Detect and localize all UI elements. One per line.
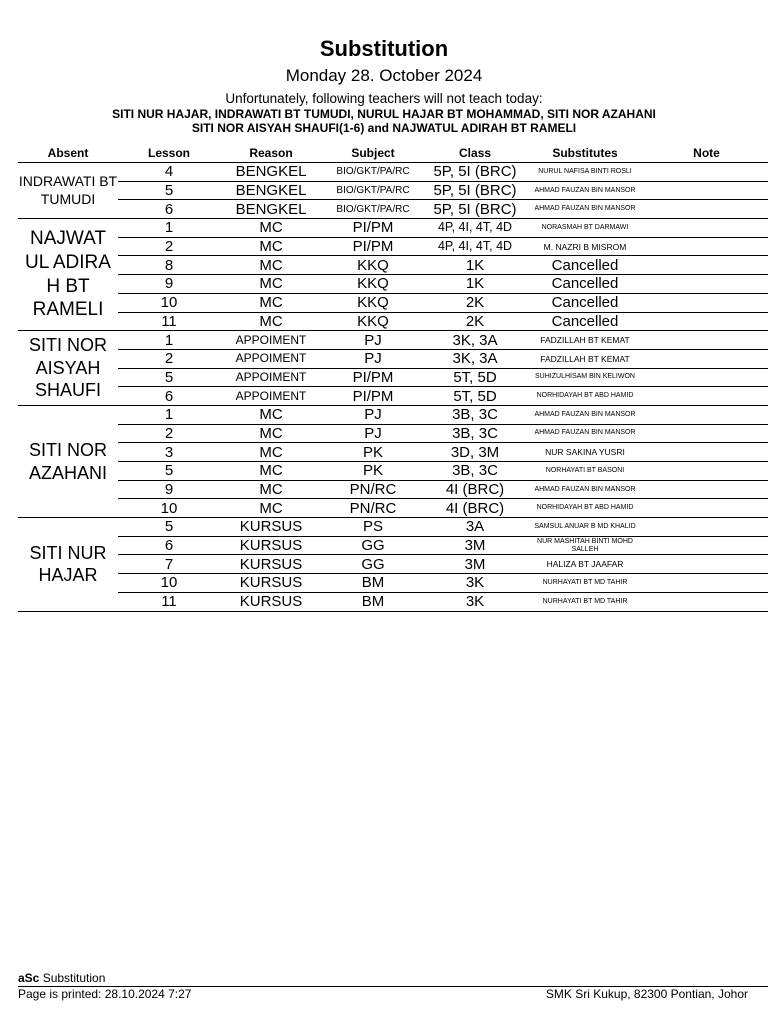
substitute-cell: FADZILLAH BT KEMAT xyxy=(526,349,644,368)
substitute-cell: NORASMAH BT DARMAWI xyxy=(526,219,644,238)
subject-cell: PI/PM xyxy=(322,387,424,406)
reason-cell: MC xyxy=(220,293,322,312)
class-cell: 3D, 3M xyxy=(424,443,526,462)
note-cell xyxy=(644,293,768,312)
subject-cell: BM xyxy=(322,574,424,593)
class-cell: 5P, 5I (BRC) xyxy=(424,181,526,200)
lesson-cell: 10 xyxy=(118,293,220,312)
substitute-cell: AHMAD FAUZAN BIN MANSOR xyxy=(526,405,644,424)
reason-cell: MC xyxy=(220,312,322,331)
reason-cell: APPOIMENT xyxy=(220,368,322,387)
note-cell xyxy=(644,592,768,611)
lesson-cell: 9 xyxy=(118,480,220,499)
reason-cell: APPOIMENT xyxy=(220,349,322,368)
table-row xyxy=(18,181,768,200)
lesson-cell: 11 xyxy=(118,592,220,611)
note-cell xyxy=(644,200,768,219)
lesson-cell: 5 xyxy=(118,518,220,537)
subject-cell: PN/RC xyxy=(322,499,424,518)
subject-cell: PJ xyxy=(322,405,424,424)
class-cell: 3B, 3C xyxy=(424,462,526,481)
substitute-cell: Cancelled xyxy=(526,275,644,294)
footer-app-brand: aSc xyxy=(18,971,40,985)
note-cell xyxy=(644,237,768,256)
column-header-substitutes: Substitutes xyxy=(526,143,644,163)
note-cell xyxy=(644,480,768,499)
note-cell xyxy=(644,405,768,424)
table-row xyxy=(18,555,768,574)
class-cell: 4I (BRC) xyxy=(424,480,526,499)
absent-teacher-cell: NAJWAT UL ADIRA H BT RAMELI xyxy=(18,219,118,331)
note-cell xyxy=(644,574,768,593)
note-cell xyxy=(644,443,768,462)
substitute-cell: NURUL NAFISA BINTI ROSLI xyxy=(526,163,644,182)
table-row xyxy=(18,387,768,406)
class-cell: 5P, 5I (BRC) xyxy=(424,163,526,182)
reason-cell: MC xyxy=(220,443,322,462)
substitute-cell: NURHAYATI BT MD TAHIR xyxy=(526,592,644,611)
lesson-cell: 1 xyxy=(118,331,220,350)
table-row xyxy=(18,368,768,387)
substitute-cell: Cancelled xyxy=(526,312,644,331)
subject-cell: PS xyxy=(322,518,424,537)
substitute-cell: SUHIZULHISAM BIN KELIWON xyxy=(526,368,644,387)
lesson-cell: 5 xyxy=(118,181,220,200)
note-cell xyxy=(644,256,768,275)
table-row xyxy=(18,256,768,275)
lesson-cell: 10 xyxy=(118,574,220,593)
class-cell: 1K xyxy=(424,275,526,294)
lesson-cell: 8 xyxy=(118,256,220,275)
substitute-cell: NUR MASHITAH BINTI MOHD SALLEH xyxy=(526,536,644,555)
reason-cell: MC xyxy=(220,462,322,481)
note-cell xyxy=(644,349,768,368)
substitute-cell: AHMAD FAUZAN BIN MANSOR xyxy=(526,424,644,443)
substitution-table xyxy=(18,143,768,612)
reason-cell: KURSUS xyxy=(220,518,322,537)
table-row xyxy=(18,480,768,499)
column-header-absent: Absent xyxy=(18,143,118,163)
subject-cell: BM xyxy=(322,592,424,611)
class-cell: 5P, 5I (BRC) xyxy=(424,200,526,219)
table-row xyxy=(18,275,768,294)
substitute-cell: M. NAZRI B MISROM xyxy=(526,237,644,256)
class-cell: 3A xyxy=(424,518,526,537)
subject-cell: GG xyxy=(322,536,424,555)
absent-teacher-cell: SITI NUR HAJAR xyxy=(18,518,118,611)
subject-cell: BIO/GKT/PA/RC xyxy=(322,163,424,182)
subject-cell: KKQ xyxy=(322,256,424,275)
footer-school-address: SMK Sri Kukup, 82300 Pontian, Johor xyxy=(545,987,748,1001)
reason-cell: MC xyxy=(220,405,322,424)
substitute-cell: SAMSUL ANUAR B MD KHALID xyxy=(526,518,644,537)
subject-cell: PN/RC xyxy=(322,480,424,499)
lesson-cell: 6 xyxy=(118,200,220,219)
page-title: Substitution xyxy=(319,36,449,61)
table-row xyxy=(18,499,768,518)
reason-cell: BENGKEL xyxy=(220,200,322,219)
lesson-cell: 2 xyxy=(118,349,220,368)
subject-cell: KKQ xyxy=(322,275,424,294)
substitute-cell: AHMAD FAUZAN BIN MANSOR xyxy=(526,480,644,499)
class-cell: 3B, 3C xyxy=(424,424,526,443)
reason-cell: MC xyxy=(220,424,322,443)
note-cell xyxy=(644,275,768,294)
absent-teachers-line: SITI NOR AISYAH SHAUFI(1-6) and NAJWATUL ADIRAH BT RAMELI xyxy=(191,121,577,135)
class-cell: 2K xyxy=(424,312,526,331)
note-cell xyxy=(644,219,768,238)
lesson-cell: 2 xyxy=(118,237,220,256)
reason-cell: KURSUS xyxy=(220,555,322,574)
class-cell: 3K, 3A xyxy=(424,349,526,368)
subject-cell: PI/PM xyxy=(322,368,424,387)
substitute-cell: NORHAYATI BT BASONI xyxy=(526,462,644,481)
table-row xyxy=(18,462,768,481)
subject-cell: KKQ xyxy=(322,312,424,331)
absent-teacher-cell: SITI NOR AZAHANI xyxy=(18,405,118,517)
column-header-reason: Reason xyxy=(220,143,322,163)
substitute-cell: FADZILLAH BT KEMAT xyxy=(526,331,644,350)
substitute-cell: NURHAYATI BT MD TAHIR xyxy=(526,574,644,593)
subject-cell: PI/PM xyxy=(322,219,424,238)
page-date: Monday 28. October 2024 xyxy=(285,66,483,85)
table-row xyxy=(18,219,768,238)
class-cell: 4P, 4I, 4T, 4D xyxy=(424,219,526,238)
substitute-cell: AHMAD FAUZAN BIN MANSOR xyxy=(526,200,644,219)
substitute-cell: HALIZA BT JAAFAR xyxy=(526,555,644,574)
table-row xyxy=(18,237,768,256)
lesson-cell: 2 xyxy=(118,424,220,443)
reason-cell: KURSUS xyxy=(220,536,322,555)
lesson-cell: 4 xyxy=(118,163,220,182)
reason-cell: BENGKEL xyxy=(220,181,322,200)
subject-cell: PK xyxy=(322,443,424,462)
lesson-cell: 10 xyxy=(118,499,220,518)
lesson-cell: 5 xyxy=(118,462,220,481)
reason-cell: APPOIMENT xyxy=(220,331,322,350)
note-cell xyxy=(644,518,768,537)
class-cell: 3K xyxy=(424,574,526,593)
subject-cell: GG xyxy=(322,555,424,574)
class-cell: 3K, 3A xyxy=(424,331,526,350)
note-cell xyxy=(644,368,768,387)
class-cell: 4I (BRC) xyxy=(424,499,526,518)
footer-printed-date: Page is printed: 28.10.2024 7:27 xyxy=(18,987,192,1001)
subject-cell: BIO/GKT/PA/RC xyxy=(322,200,424,219)
subject-cell: KKQ xyxy=(322,293,424,312)
table-row xyxy=(18,536,768,555)
lesson-cell: 5 xyxy=(118,368,220,387)
reason-cell: MC xyxy=(220,499,322,518)
subject-cell: PJ xyxy=(322,331,424,350)
subject-cell: PK xyxy=(322,462,424,481)
table-header-row xyxy=(18,143,768,163)
class-cell: 3K xyxy=(424,592,526,611)
footer-app-name xyxy=(18,971,105,985)
reason-cell: KURSUS xyxy=(220,574,322,593)
subject-cell: PJ xyxy=(322,349,424,368)
lesson-cell: 1 xyxy=(118,219,220,238)
substitute-cell: Cancelled xyxy=(526,256,644,275)
note-cell xyxy=(644,163,768,182)
lesson-cell: 11 xyxy=(118,312,220,331)
class-cell: 3M xyxy=(424,555,526,574)
subject-cell: PI/PM xyxy=(322,237,424,256)
class-cell: 5T, 5D xyxy=(424,368,526,387)
substitute-cell: Cancelled xyxy=(526,293,644,312)
subject-cell: BIO/GKT/PA/RC xyxy=(322,181,424,200)
absent-teacher-cell: INDRAWATI BT TUMUDI xyxy=(18,163,118,219)
substitute-cell: NUR SAKINA YUSRI xyxy=(526,443,644,462)
note-cell xyxy=(644,424,768,443)
class-cell: 3M xyxy=(424,536,526,555)
note-cell xyxy=(644,312,768,331)
table-row xyxy=(18,163,768,182)
substitute-cell: AHMAD FAUZAN BIN MANSOR xyxy=(526,181,644,200)
note-cell xyxy=(644,536,768,555)
absent-teachers-line: SITI NUR HAJAR, INDRAWATI BT TUMUDI, NURUL HAJAR BT MOHAMMAD, SITI NOR AZAHANI xyxy=(112,107,656,121)
reason-cell: MC xyxy=(220,275,322,294)
note-cell xyxy=(644,181,768,200)
lesson-cell: 6 xyxy=(118,387,220,406)
table-row xyxy=(18,200,768,219)
reason-cell: MC xyxy=(220,237,322,256)
table-row xyxy=(18,293,768,312)
table-row xyxy=(18,424,768,443)
note-cell xyxy=(644,555,768,574)
table-row xyxy=(18,443,768,462)
class-cell: 4P, 4I, 4T, 4D xyxy=(424,237,526,256)
column-header-note: Note xyxy=(644,143,768,163)
column-header-subject: Subject xyxy=(322,143,424,163)
class-cell: 1K xyxy=(424,256,526,275)
table-row xyxy=(18,592,768,611)
reason-cell: APPOIMENT xyxy=(220,387,322,406)
reason-cell: BENGKEL xyxy=(220,163,322,182)
lesson-cell: 3 xyxy=(118,443,220,462)
reason-cell: MC xyxy=(220,256,322,275)
table-row xyxy=(18,349,768,368)
absent-teacher-cell: SITI NOR AISYAH SHAUFI xyxy=(18,331,118,406)
class-cell: 5T, 5D xyxy=(424,387,526,406)
column-header-lesson: Lesson xyxy=(118,143,220,163)
substitute-cell: NORHIDAYAH BT ABD HAMID xyxy=(526,387,644,406)
reason-cell: MC xyxy=(220,219,322,238)
note-cell xyxy=(644,387,768,406)
reason-cell: MC xyxy=(220,480,322,499)
table-row xyxy=(18,518,768,537)
lesson-cell: 7 xyxy=(118,555,220,574)
table-row xyxy=(18,331,768,350)
table-row xyxy=(18,312,768,331)
note-cell xyxy=(644,499,768,518)
lesson-cell: 1 xyxy=(118,405,220,424)
lesson-cell: 6 xyxy=(118,536,220,555)
note-cell xyxy=(644,462,768,481)
subject-cell: PJ xyxy=(322,424,424,443)
lesson-cell: 9 xyxy=(118,275,220,294)
table-row xyxy=(18,574,768,593)
class-cell: 2K xyxy=(424,293,526,312)
reason-cell: KURSUS xyxy=(220,592,322,611)
intro-text: Unfortunately, following teachers will not teach today: xyxy=(225,91,543,106)
column-header-class: Class xyxy=(424,143,526,163)
footer-app-label: Substitution xyxy=(39,971,106,985)
note-cell xyxy=(644,331,768,350)
substitute-cell: NORHIDAYAH BT ABD HAMID xyxy=(526,499,644,518)
table-row xyxy=(18,405,768,424)
class-cell: 3B, 3C xyxy=(424,405,526,424)
absent-teachers-list xyxy=(0,107,768,135)
